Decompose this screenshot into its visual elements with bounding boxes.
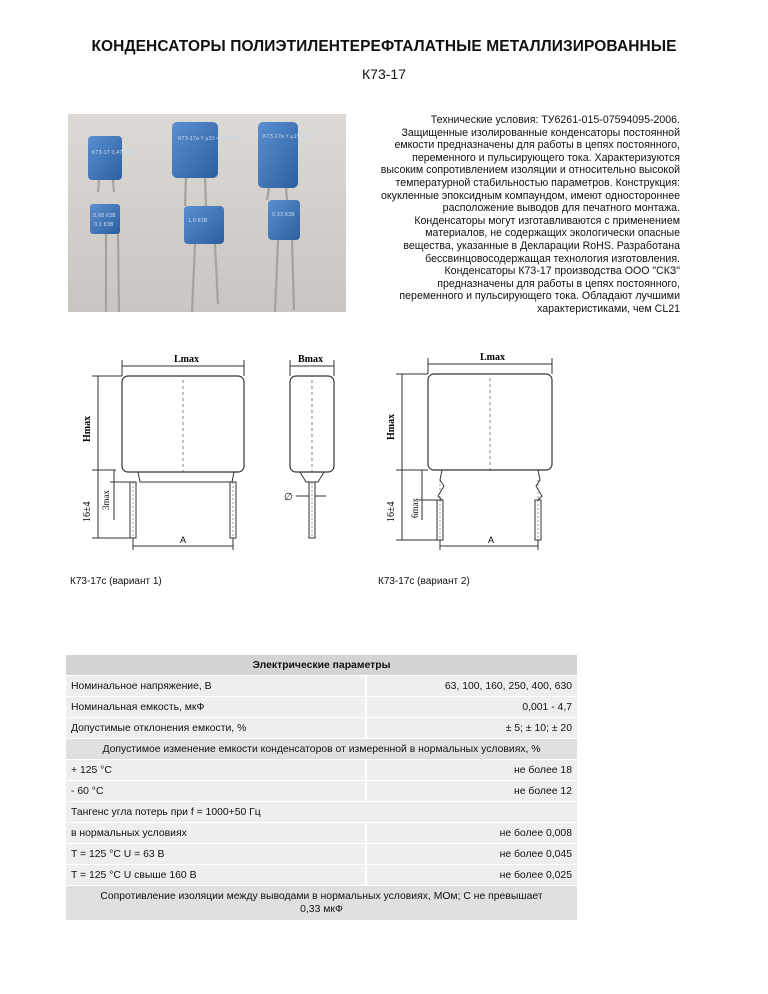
caption-variant2: К73-17с (вариант 2) <box>378 576 470 587</box>
technical-description: Технические условия: ТУ6261-015-07594095-2006. Защищенные изолированные конденсаторы постоянной емкости предназначены для работы в цепях постоянного, переменного и пульсирующего тока. Характеризуются высоким сопротивлением изоляции и относительно высокой температурной стабильностью параметров. Конструкция: окукленные эпоксидным компаундом, имеют одностороннее расположение выводов для печатного монтажа. Конденсаторы могут изготавливаются с применением материалов, не содержащих экологически опасные вещества, указанные в Декларации RoHS. Разработана бессвинцовосодержащая технология изготовления. Конденсаторы К73-17 производства ООО "СКЗ" предназначены для работы в цепях постоянного, переменного и пульсирующего тока. Обладают лучшими характеристиками, чем CL21 <box>380 114 680 315</box>
capacitors-photo <box>68 114 346 312</box>
mark-6: 0,33 63В <box>272 212 295 218</box>
insulation-row <box>66 886 577 921</box>
insulation-line-1: Сопротивление изоляции между выводами в нормальных условиях, МОм; С не превышает <box>100 891 543 902</box>
row-value: 63, 100, 160, 250, 400, 630 <box>365 676 577 697</box>
electrical-parameters-table <box>66 655 577 921</box>
lead-length-label: 16±4 <box>82 501 93 522</box>
hmax-label: Hmax <box>82 415 93 442</box>
model-subtitle: К73-17 <box>362 66 406 82</box>
diameter-label: ∅ <box>284 492 293 503</box>
table-row <box>66 802 577 823</box>
bmax-label: Bmax <box>298 354 323 365</box>
table-row <box>66 697 577 718</box>
row-value: не более 0,025 <box>365 865 577 886</box>
row-label: Номинальное напряжение, В <box>66 676 365 697</box>
capacitors-photo-illustration <box>68 114 346 312</box>
row-label: T = 125 °C U = 63 В <box>66 844 365 865</box>
lead-length-label-2: 16±4 <box>386 501 397 522</box>
mark-7: 0,1 63В <box>94 222 114 228</box>
row-label: T = 125 °C U свыше 160 В <box>66 865 365 886</box>
table-row <box>66 739 577 760</box>
table-row <box>66 886 577 921</box>
table-row <box>66 865 577 886</box>
mark-2: К73-17в Y μ15 630В 5% <box>263 134 324 140</box>
table-header-row <box>66 655 577 676</box>
table-row <box>66 781 577 802</box>
table-row <box>66 844 577 865</box>
mark-5: 1,0 63В <box>188 218 208 224</box>
hmax-label-2: Hmax <box>386 413 397 440</box>
row-value: 0,001 - 4,7 <box>365 697 577 718</box>
table-row <box>66 760 577 781</box>
row-label: Допустимые отклонения емкости, % <box>66 718 365 739</box>
mark-1: К73-17в Y μ33 400В 5% <box>178 136 239 142</box>
mark-3: K73-17 0,47 100В <box>92 150 138 156</box>
drawing-side <box>276 350 356 560</box>
caption-variant1: К73-17с (вариант 1) <box>70 576 162 587</box>
lmax-label: Lmax <box>174 354 199 365</box>
row-label: в нормальных условиях <box>66 823 365 844</box>
row-value: не более 0,008 <box>365 823 577 844</box>
drawing-variant1 <box>76 350 256 560</box>
row-value: не более 18 <box>365 760 577 781</box>
row-value: не более 0,045 <box>365 844 577 865</box>
mark-4: 0,68 63В <box>93 213 116 219</box>
table-row <box>66 718 577 739</box>
insulation-line-2: 0,33 мкФ <box>300 904 343 915</box>
row-label: - 60 °C <box>66 781 365 802</box>
stand-label-2: 6max <box>410 498 420 518</box>
table-row <box>66 823 577 844</box>
row-label: + 125 °C <box>66 760 365 781</box>
row-value: не более 12 <box>365 781 577 802</box>
tan-header: Тангенс угла потерь при f = 1000+50 Гц <box>66 802 577 823</box>
row-label: Номинальная емкость, мкФ <box>66 697 365 718</box>
page-title: КОНДЕНСАТОРЫ ПОЛИЭТИЛЕНТЕРЕФТАЛАТНЫЕ МЕТАЛЛИЗИРОВАННЫЕ <box>91 38 677 55</box>
row-value: ± 5; ± 10; ± 20 <box>365 718 577 739</box>
stand-label: 3max <box>101 490 111 510</box>
lmax-label-2: Lmax <box>480 352 505 363</box>
table-row <box>66 676 577 697</box>
cap-change-header: Допустимое изменение емкости конденсаторов от измеренной в нормальных условиях, % <box>66 739 577 760</box>
pitch-label: A <box>180 535 187 545</box>
table-header: Электрические параметры <box>66 655 577 676</box>
drawing-variant2 <box>380 350 570 560</box>
pitch-label-2: A <box>488 535 495 545</box>
